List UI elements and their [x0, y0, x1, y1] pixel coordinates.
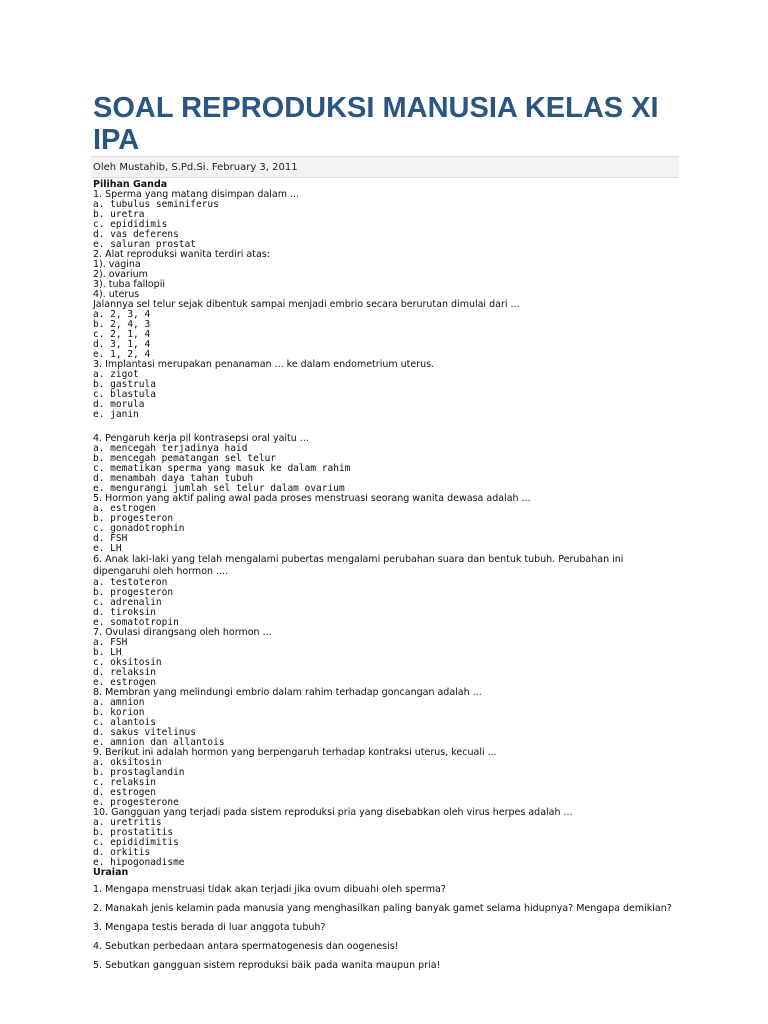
option: e. LH [93, 543, 122, 554]
question-9 [93, 748, 677, 808]
option: e. progesterone [93, 797, 179, 808]
option: e. saluran prostat [93, 239, 196, 250]
option: e. somatotropin [93, 617, 179, 628]
question-text: 7. Ovulasi dirangsang oleh hormon ... [93, 627, 272, 638]
option: a. amnion [93, 697, 145, 708]
question-2 [93, 250, 677, 360]
question-8 [93, 688, 677, 748]
article-body [93, 180, 677, 972]
question-text: 8. Membran yang melindungi embrio dalam rahim terhadap goncangan adalah ... [93, 687, 482, 698]
option: a. 2, 3, 4 [93, 309, 151, 320]
section-heading-multiple-choice: Pilihan Ganda [93, 179, 168, 190]
option: a. estrogen [93, 503, 156, 514]
option: d. FSH [93, 533, 128, 544]
option: b. progesteron [93, 513, 174, 524]
question-5 [93, 494, 677, 554]
option: a. FSH [93, 637, 128, 648]
option: b. korion [93, 707, 145, 718]
question-7 [93, 628, 677, 688]
option: d. orkitis [93, 847, 151, 858]
essay-question: 3. Mengapa testis berada di luar anggota tubuh? [93, 922, 326, 933]
article-title: SOAL REPRODUKSI MANUSIA KELAS XI IPA [93, 92, 659, 156]
option: d. 3, 1, 4 [93, 339, 151, 350]
option: e. mengurangi jumlah sel telur dalam ovarium [93, 483, 345, 494]
option: b. prostaglandin [93, 767, 185, 778]
essay-question: 1. Mengapa menstruasi tidak akan terjadi jika ovum dibuahi oleh sperma? [93, 884, 446, 895]
question-10 [93, 808, 677, 868]
option: d. menambah daya tahan tubuh [93, 473, 254, 484]
option: c. gonadotrophin [93, 523, 185, 534]
option: d. relaksin [93, 667, 156, 678]
question-text: 9. Berikut ini adalah hormon yang berpengaruh terhadap kontraksi uterus, kecuali ... [93, 747, 497, 758]
question-text: 5. Hormon yang aktif paling awal pada proses menstruasi seorang wanita dewasa adalah ... [93, 493, 531, 504]
question-6 [93, 554, 677, 628]
question-text: 4. Pengaruh kerja pil kontrasepsi oral yaitu ... [93, 433, 309, 444]
option: e. estrogen [93, 677, 156, 688]
option: e. amnion dan allantois [93, 737, 225, 748]
option: b. mencegah pematangan sel telur [93, 453, 277, 464]
option: a. tubulus seminiferus [93, 199, 219, 210]
essay-list [93, 884, 677, 972]
option: c. alantois [93, 717, 156, 728]
question-text: 3. Implantasi merupakan penanaman ... ke dalam endometrium uterus. [93, 359, 435, 370]
question-text: 10. Gangguan yang terjadi pada sistem reproduksi pria yang disebabkan oleh virus herpes adalah ... [93, 807, 573, 818]
question-text: 6. Anak laki-laki yang telah mengalami pubertas mengalami perubahan suara dan bentuk tubuh. Perubahan ini dipengaruhi oleh hormon .... [93, 554, 624, 577]
option: e. 1, 2, 4 [93, 349, 151, 360]
option: b. 2, 4, 3 [93, 319, 151, 330]
option: d. tiroksin [93, 607, 156, 618]
question-3 [93, 360, 677, 420]
option: d. sakus vitelinus [93, 727, 196, 738]
question-text: 2. Alat reproduksi wanita terdiri atas: [93, 249, 270, 260]
option: c. blastula [93, 389, 156, 400]
list-item: 2). ovarium [93, 269, 148, 280]
option: c. relaksin [93, 777, 156, 788]
option: a. testoteron [93, 577, 168, 588]
option: a. zigot [93, 369, 139, 380]
question-subtext: Jalannya sel telur sejak dibentuk sampai menjadi embrio secara berurutan dimulai dari ... [93, 299, 520, 310]
option: d. vas deferens [93, 229, 179, 240]
option: d. morula [93, 399, 145, 410]
option: d. estrogen [93, 787, 156, 798]
essay-question: 2. Manakah jenis kelamin pada manusia yang menghasilkan paling banyak gamet selama hidupnya? Mengapa demikian? [93, 903, 672, 914]
list-item: 4). uterus [93, 289, 140, 300]
essay-question: 4. Sebutkan perbedaan antara spermatogenesis dan oogenesis! [93, 941, 399, 952]
option: a. uretritis [93, 817, 162, 828]
option: b. prostatitis [93, 827, 174, 838]
article-meta: Oleh Mustahib, S.Pd.Si. February 3, 2011 [91, 156, 679, 178]
option: c. adrenalin [93, 597, 162, 608]
essay-question: 5. Sebutkan gangguan sistem reproduksi baik pada wanita maupun pria! [93, 960, 441, 971]
option: c. oksitosin [93, 657, 162, 668]
option: c. 2, 1, 4 [93, 329, 151, 340]
question-4 [93, 434, 677, 494]
option: c. mematikan sperma yang masuk ke dalam rahim [93, 463, 351, 474]
list-item: 3). tuba fallopii [93, 279, 165, 290]
option: e. hipogonadisme [93, 857, 185, 868]
option: b. uretra [93, 209, 145, 220]
question-text: 1. Sperma yang matang disimpan dalam ... [93, 189, 300, 200]
option: c. epididimis [93, 219, 168, 230]
question-1 [93, 190, 677, 250]
section-heading-essay: Uraian [93, 867, 129, 878]
option: c. epididimitis [93, 837, 179, 848]
option: b. gastrula [93, 379, 156, 390]
option: b. progesteron [93, 587, 174, 598]
option: b. LH [93, 647, 122, 658]
spacer [93, 420, 677, 434]
option: e. janin [93, 409, 139, 420]
option: a. mencegah terjadinya haid [93, 443, 248, 454]
option: a. oksitosin [93, 757, 162, 768]
list-item: 1). vagina [93, 259, 141, 270]
